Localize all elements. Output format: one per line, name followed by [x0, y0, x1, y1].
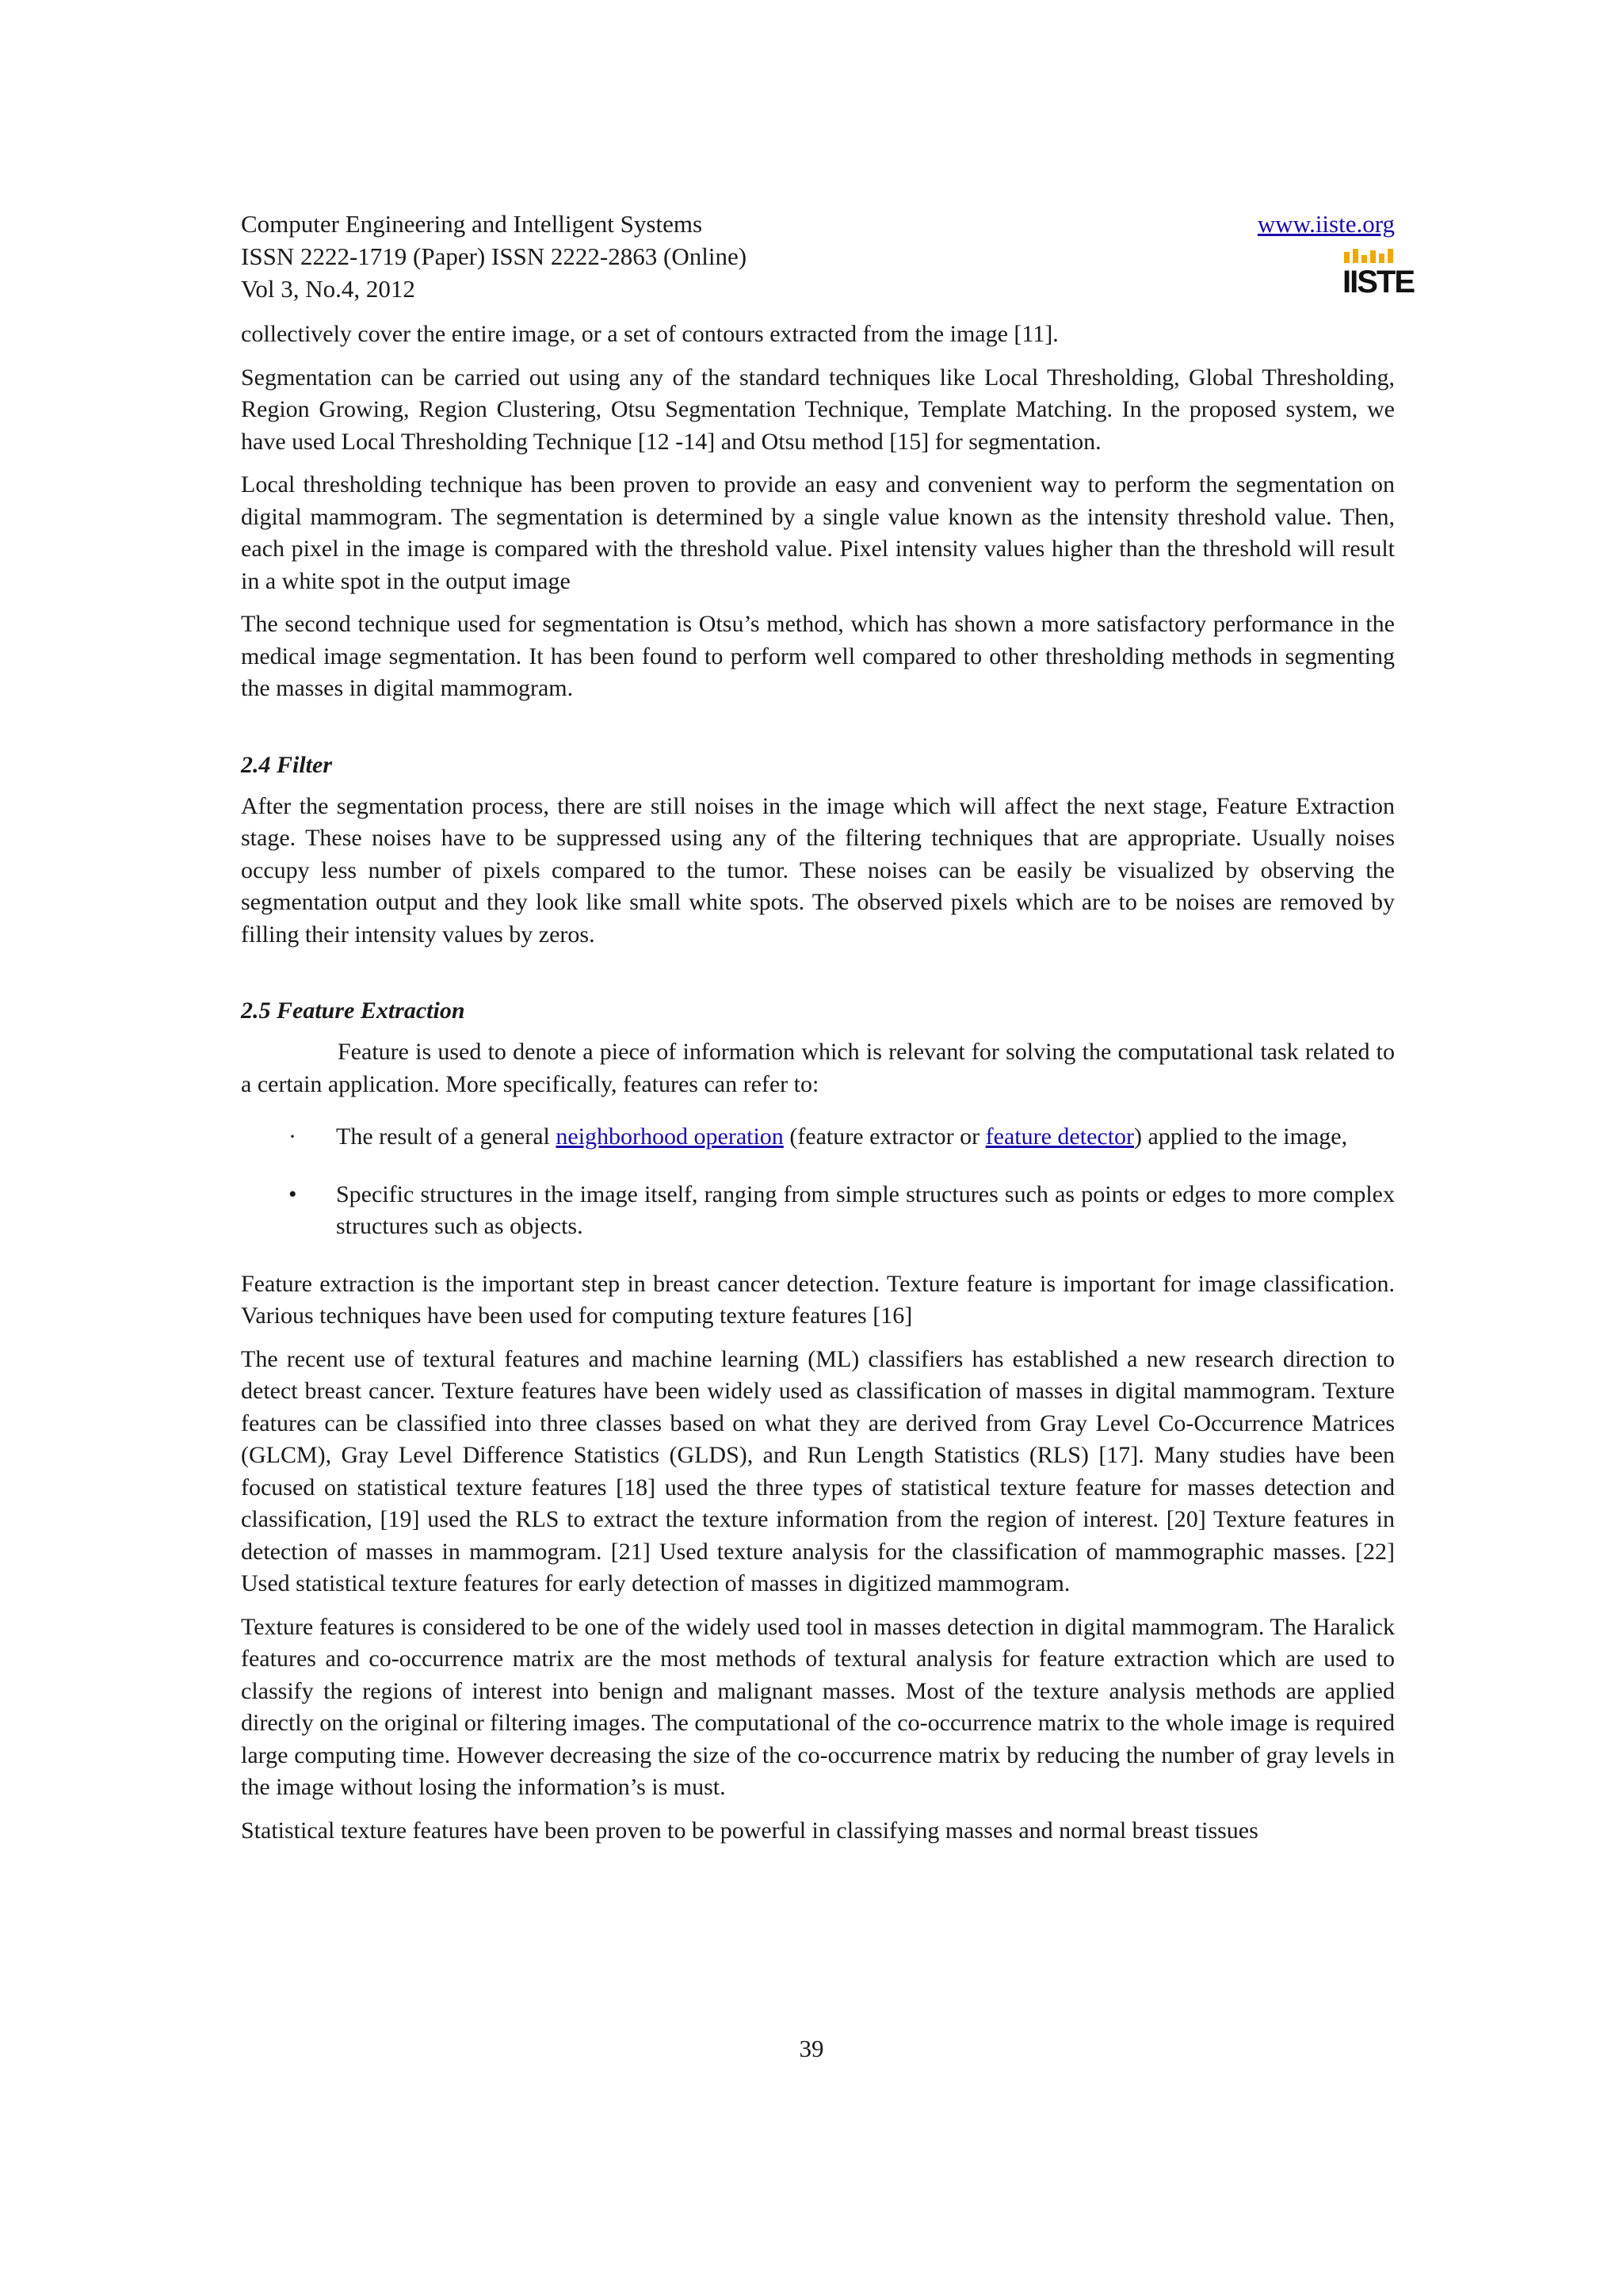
- bullet-mark: •: [288, 1180, 297, 1207]
- bullet-text: (feature extractor or: [783, 1123, 986, 1150]
- paragraph-segmentation-techniques: Segmentation can be carried out using any of the standard techniques like Local Thresholding, Global Thresholding, Region Growing, Region Clustering, Otsu Segmentation Technique, Template Matching. In the proposed system, we have used Local Thresholding Technique [12 -14] and Otsu method [15] for segmentation.: [241, 364, 1395, 455]
- paragraph-otsu-method: The second technique used for segmentation is Otsu’s method, which has shown a more satisfactory performance in the medical image segmentation. It has been found to perform well compared to other thresholding methods in segmenting the masses in digital mammogram.: [241, 611, 1395, 701]
- feature-detector-link[interactable]: feature detector: [985, 1123, 1135, 1150]
- paragraph-statistical-features: Statistical texture features have been proven to be powerful in classifying masses and normal breast tissues: [241, 1817, 1258, 1844]
- logo-bars: [1344, 249, 1393, 263]
- paragraph-cooccurrence-matrix: Texture features is considered to be one of the widely used tool in masses detection in digital mammogram. The Haralick features and co-occurrence matrix are the most methods of textural analysis for feature extraction which are used to classify the regions of interest into benign and malignant masses. Most of the texture analysis methods are applied directly on the original or filtering images. The computational of the co-occurrence matrix to the whole image is required large computing time. However decreasing the size of the co-occurrence matrix by reducing the number of gray levels in the image without losing the information’s is must.: [241, 1613, 1395, 1800]
- paragraph-feature-intro: Feature is used to denote a piece of information which is relevant for solving the computational task related to a certain application. More specifically, features can refer to:: [241, 1039, 1395, 1097]
- page-number: 39: [799, 2035, 824, 2062]
- issn-line: ISSN 2222-1719 (Paper) ISSN 2222-2863 (Online): [241, 242, 747, 270]
- bullet-text: Specific structures in the image itself, ranging from simple structures such as points or edges to more complex structures such as objects.: [336, 1180, 1395, 1239]
- paragraph-textural-features: The recent use of textural features and machine learning (ML) classifiers has established a new research direction to detect breast cancer. Texture features have been widely used as classification of masses in digital mammogram. Texture features can be classified into three classes based on what they are derived from Gray Level Co-Occurrence Matrices (GLCM), Gray Level Difference Statistics (GLDS), and Run Length Statistics (RLS) [17]. Many studies have been focused on statistical texture features [18] used the three types of statistical texture feature for masses detection and classification, [19] used the RLS to extract the texture information from the region of interest. [20] Texture features in detection of masses in mammogram. [21] Used texture analysis for the classification of mammographic masses. [22] Used statistical texture features for early detection of masses in digitized mammogram.: [241, 1345, 1395, 1596]
- iiste-logo-icon: [1342, 249, 1415, 301]
- journal-url-link[interactable]: www.iiste.org: [1257, 210, 1395, 238]
- journal-title: Computer Engineering and Intelligent Systems: [241, 210, 703, 238]
- journal-info: [241, 208, 1395, 305]
- bullet-text: ) applied to the image,: [1134, 1123, 1348, 1150]
- paragraph-continuation: collectively cover the entire image, or a set of contours extracted from the image [11].: [241, 321, 1059, 347]
- paragraph-filter: After the segmentation process, there are still noises in the image which will affect the next stage, Feature Extraction stage. These noises have to be suppressed using any of the filtering techniques that are appropriate. Usually noises occupy less number of pixels compared to the tumor. These noises can be easily be visualized by observing the segmentation output and they look like small white spots. The observed pixels which are to be noises are removed by filling their intensity values by zeros.: [241, 792, 1395, 948]
- feature-list: [241, 1121, 1395, 1243]
- neighborhood-operation-link[interactable]: neighborhood operation: [556, 1123, 784, 1150]
- logo-text: IISTE: [1342, 265, 1415, 299]
- bullet-text: The result of a general: [336, 1123, 556, 1150]
- running-header: [241, 208, 1415, 307]
- paragraph-local-thresholding: Local thresholding technique has been proven to provide an easy and convenient way to perform the segmentation on digital mammogram. The segmentation is determined by a single value known as the intensity threshold value. Then, each pixel in the image is compared with the threshold value. Pixel intensity values higher than the threshold will result in a white spot in the output image: [241, 471, 1395, 594]
- section-heading-filter: 2.4 Filter: [241, 751, 333, 778]
- section-heading-feature-extraction: 2.5 Feature Extraction: [241, 997, 465, 1024]
- paragraph-feature-importance: Feature extraction is the important step in breast cancer detection. Texture feature is important for image classification. Various techniques have been used for computing texture features [16]: [241, 1270, 1395, 1329]
- list-item: [241, 1179, 1395, 1243]
- volume-line: Vol 3, No.4, 2012: [241, 275, 415, 303]
- page: [241, 208, 1415, 1858]
- article-body: [241, 318, 1395, 1847]
- bullet-mark: ·: [288, 1123, 296, 1150]
- list-item: [241, 1121, 1395, 1154]
